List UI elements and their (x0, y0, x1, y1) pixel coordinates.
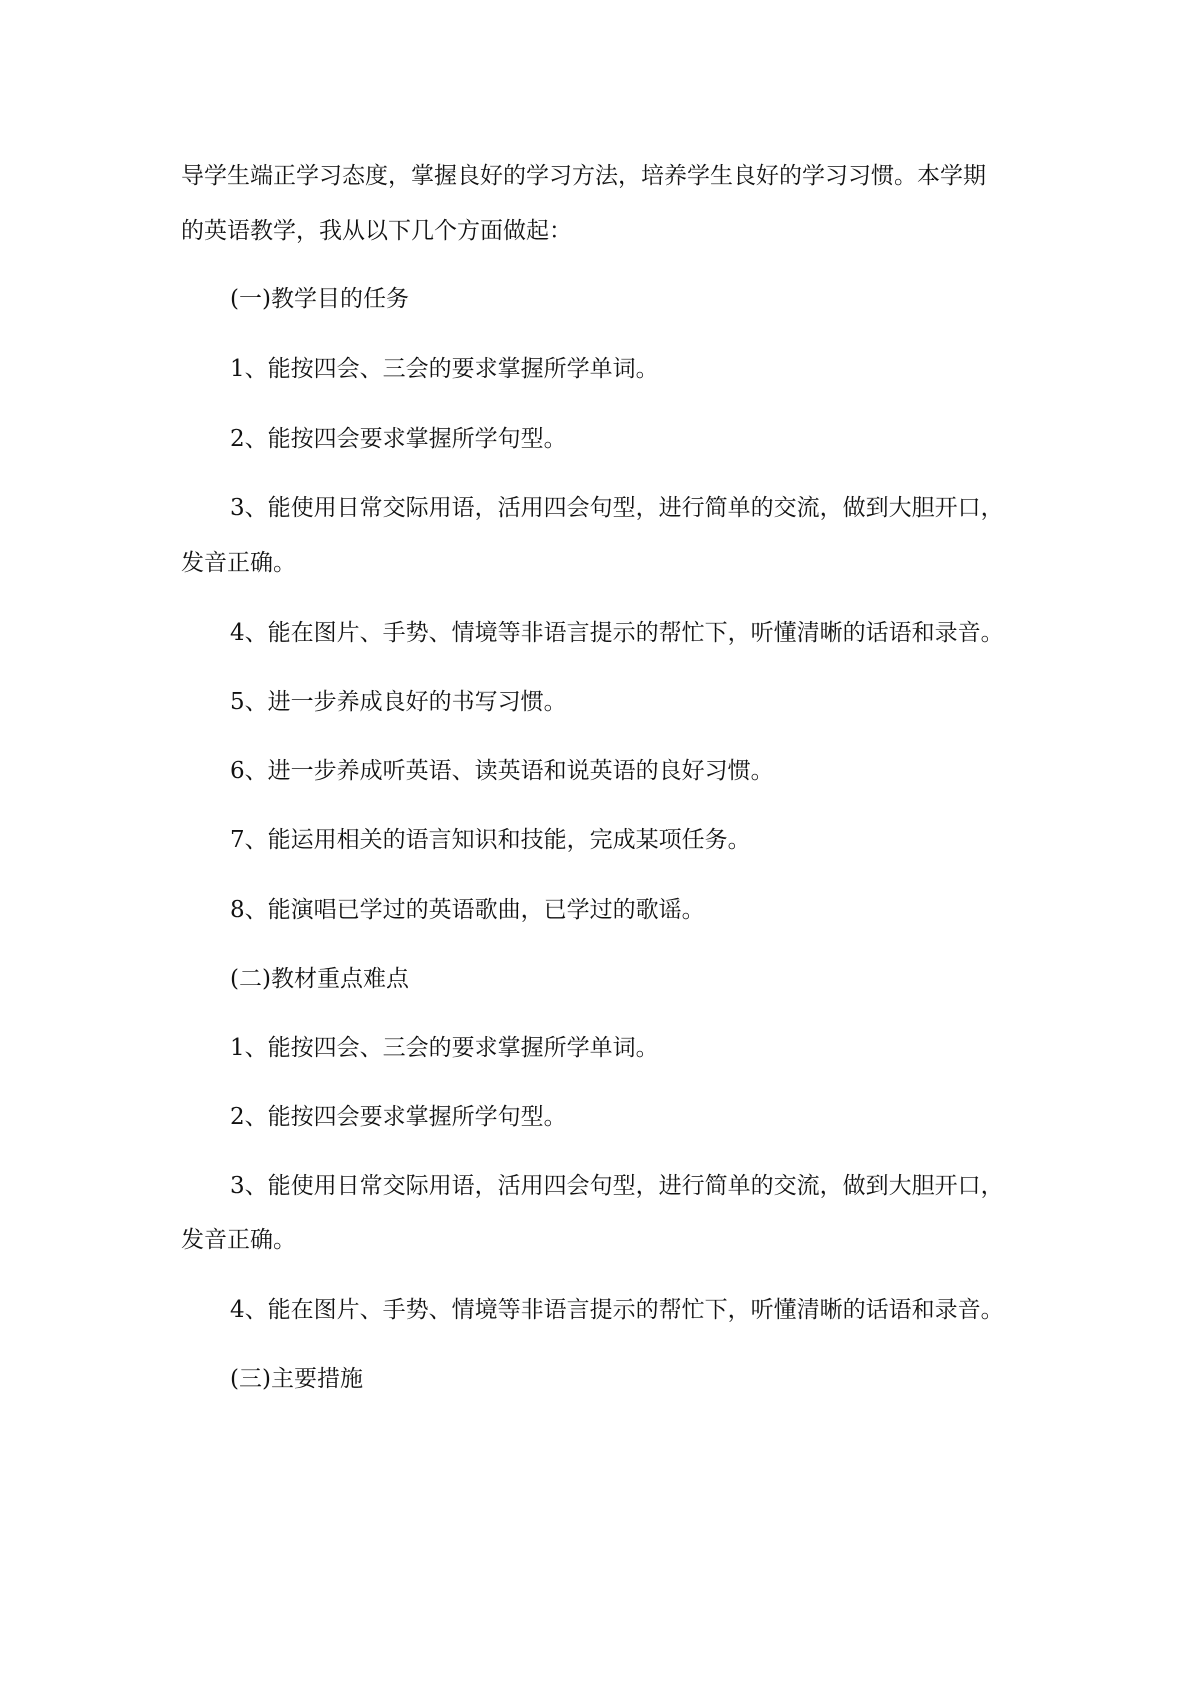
paragraph-line-1: 导学生端正学习态度，掌握良好的学习方法，培养学生良好的学习习惯。本学期 (181, 163, 986, 189)
section-heading-3: (三)主要措施 (230, 1366, 363, 1392)
list-item: 2、能按四会要求掌握所学句型。 (230, 1104, 567, 1130)
list-item: 4、能在图片、手势、情境等非语言提示的帮忙下，听懂清晰的话语和录音。 (230, 620, 1004, 646)
section-heading-2: (二)教材重点难点 (230, 966, 409, 992)
list-item: 6、进一步养成听英语、读英语和说英语的良好习惯。 (230, 758, 774, 784)
list-item-continuation: 发音正确。 (181, 1227, 296, 1253)
list-item: 3、能使用日常交际用语，活用四会句型，进行简单的交流，做到大胆开口， (230, 1173, 1004, 1199)
list-item: 4、能在图片、手势、情境等非语言提示的帮忙下，听懂清晰的话语和录音。 (230, 1297, 1004, 1323)
list-item: 1、能按四会、三会的要求掌握所学单词。 (230, 356, 659, 382)
section-heading-1: (一)教学目的任务 (230, 286, 409, 312)
list-item: 8、能演唱已学过的英语歌曲，已学过的歌谣。 (230, 897, 705, 923)
list-item: 5、进一步养成良好的书写习惯。 (230, 689, 567, 715)
list-item-continuation: 发音正确。 (181, 550, 296, 576)
list-item: 3、能使用日常交际用语，活用四会句型，进行简单的交流，做到大胆开口， (230, 495, 1004, 521)
list-item: 7、能运用相关的语言知识和技能，完成某项任务。 (230, 827, 751, 853)
list-item: 2、能按四会要求掌握所学句型。 (230, 426, 567, 452)
list-item: 1、能按四会、三会的要求掌握所学单词。 (230, 1035, 659, 1061)
paragraph-line-2: 的英语教学，我从以下几个方面做起： (181, 218, 572, 244)
